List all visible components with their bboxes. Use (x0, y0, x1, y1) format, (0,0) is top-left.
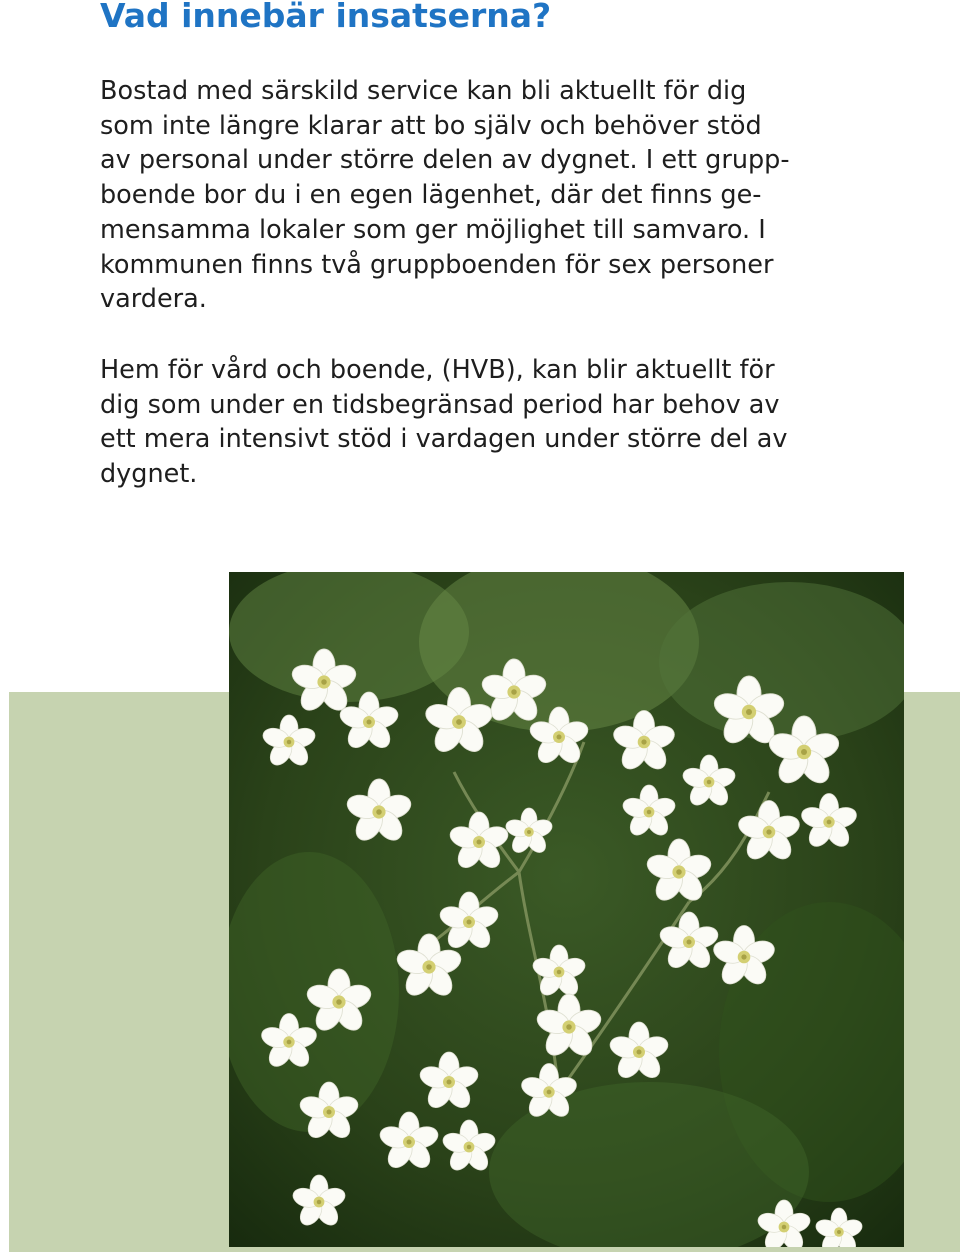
text-line: vardera. (100, 284, 207, 315)
text-line: Hem för vård och boende, (HVB), kan blir aktuellt för (100, 355, 775, 385)
text-line: boende bor du i en egen lägenhet, där det finns ge- (100, 180, 762, 211)
text-line: dygnet. (100, 459, 198, 490)
text-line: Bostad med särskild service kan bli aktuellt för dig (100, 76, 747, 106)
text-line: som inte längre klarar att bo själv och behöver stöd (100, 110, 762, 141)
text-line: kommunen finns två gruppboenden för sex personer (100, 249, 774, 280)
text-line: dig som under en tidsbegränsad period har behov av (100, 389, 780, 420)
paragraph-bostad-med-service (100, 74, 790, 317)
paragraph-hvb (100, 353, 787, 492)
text-line: ett mera intensivt stöd i vardagen under större del av (100, 424, 788, 455)
text-line: av personal under större delen av dygnet. I ett grupp- (100, 145, 790, 176)
text-line: mensamma lokaler som ger möjlighet till samvaro. I (100, 214, 766, 245)
page-heading: Vad innebär insatserna? (100, 0, 552, 35)
white-flowers-photo (229, 572, 904, 1247)
